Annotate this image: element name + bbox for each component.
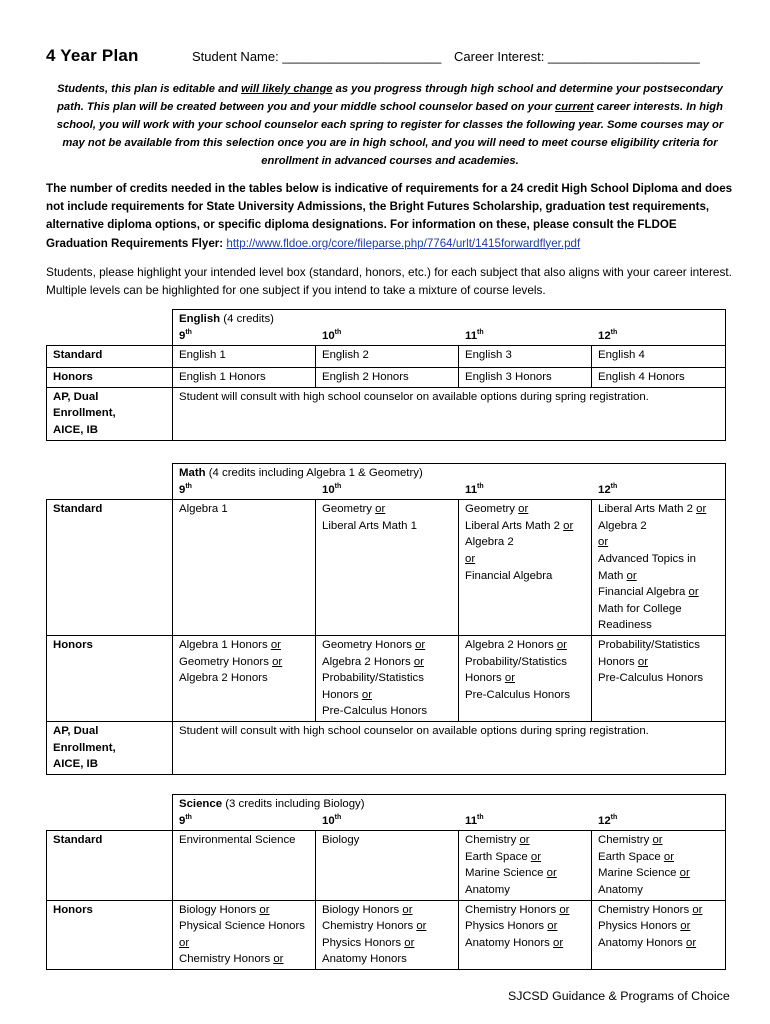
course: Advanced Topics in Math bbox=[598, 552, 696, 582]
english-subject-header bbox=[173, 310, 726, 346]
or-conj: or bbox=[688, 586, 699, 599]
blank-cell bbox=[47, 464, 173, 500]
math-credits: (4 credits including Algebra 1 & Geometry) bbox=[205, 467, 423, 479]
or-conj: or bbox=[680, 920, 691, 933]
grade-10-label: 10 bbox=[322, 329, 335, 342]
course: Marine Science bbox=[465, 867, 547, 880]
course: Chemistry bbox=[465, 834, 520, 847]
math-standard-10[interactable] bbox=[316, 500, 459, 636]
course: Algebra 2 Honors bbox=[179, 672, 268, 685]
grade-12-label: 12 bbox=[598, 329, 611, 342]
science-subject-header bbox=[173, 795, 726, 831]
level-standard: Standard bbox=[47, 831, 173, 900]
or-conj: or bbox=[402, 903, 413, 916]
course: Geometry Honors bbox=[322, 638, 416, 651]
or-conj: or bbox=[626, 569, 637, 582]
science-honors-9[interactable] bbox=[173, 900, 316, 969]
or-conj: or bbox=[413, 655, 424, 668]
grade-sup: th bbox=[185, 813, 192, 821]
course: Pre-Calculus Honors bbox=[465, 688, 571, 701]
grade-sup: th bbox=[334, 482, 342, 490]
level-ap-line: AICE, IB bbox=[53, 758, 98, 771]
english-subject-label: English bbox=[179, 313, 221, 325]
math-honors-10[interactable] bbox=[316, 635, 459, 721]
english-standard-11[interactable]: English 3 bbox=[459, 346, 592, 368]
or-conj: or bbox=[530, 850, 541, 863]
grade-11-label: 11 bbox=[465, 814, 478, 827]
science-honors-11[interactable] bbox=[459, 900, 592, 969]
grade-10-label: 10 bbox=[322, 483, 335, 496]
science-credits: (3 credits including Biology) bbox=[222, 798, 365, 810]
student-name-field[interactable]: Student Name: ______________________ bbox=[192, 49, 442, 64]
math-subject-header bbox=[173, 464, 726, 500]
math-standard-12[interactable] bbox=[592, 500, 726, 636]
grade-sup: th bbox=[610, 328, 618, 336]
math-honors-11[interactable] bbox=[459, 635, 592, 721]
english-honors-12[interactable]: English 4 Honors bbox=[592, 368, 726, 388]
science-table bbox=[46, 794, 726, 970]
course: Algebra 1 bbox=[179, 503, 228, 516]
course: Anatomy Honors bbox=[322, 953, 407, 966]
level-ap-label bbox=[53, 389, 166, 439]
course: Biology bbox=[322, 834, 360, 847]
grade-sup: th bbox=[334, 328, 342, 336]
fldoe-flyer-link[interactable]: http://www.fldoe.org/core/fileparse.php/7764/urlt/1415forwardflyer.pdf bbox=[226, 236, 581, 250]
course: Chemistry bbox=[598, 834, 653, 847]
course: Environmental Science bbox=[179, 834, 296, 847]
or-conj: or bbox=[559, 903, 570, 916]
or-conj: or bbox=[375, 503, 386, 516]
grade-12-label: 12 bbox=[598, 483, 611, 496]
course: Earth Space bbox=[465, 850, 531, 863]
english-table bbox=[46, 309, 726, 441]
course: Physics Honors bbox=[465, 920, 548, 933]
course: Physical Science Honors bbox=[179, 920, 305, 933]
grade-11-label: 11 bbox=[465, 329, 478, 342]
or-conj: or bbox=[273, 953, 284, 966]
course: Anatomy Honors bbox=[598, 936, 686, 949]
course: Chemistry Honors bbox=[179, 953, 274, 966]
grade-sup: th bbox=[477, 328, 484, 336]
level-standard: Standard bbox=[47, 500, 173, 636]
math-table bbox=[46, 463, 726, 775]
level-ap-label bbox=[53, 723, 166, 773]
course: Geometry bbox=[322, 503, 376, 516]
grade-9-label: 9 bbox=[179, 814, 186, 827]
intro-text-3: career interests. In high school, you will work with your school counselor each spring to register for classes the following year. Some courses may or may not be available from this selection once you are in high school, and you will need to meet course eligibility criteria for enrollment in advanced courses and academies. bbox=[56, 101, 724, 167]
course: Chemistry Honors bbox=[465, 903, 560, 916]
or-conj: or bbox=[547, 920, 558, 933]
course: Anatomy Honors bbox=[465, 936, 553, 949]
level-ap-line: AICE, IB bbox=[53, 423, 98, 436]
or-conj: or bbox=[270, 638, 281, 651]
or-conj: or bbox=[679, 867, 690, 880]
blank-cell bbox=[47, 310, 173, 346]
level-ap-line: AP, Dual bbox=[53, 724, 99, 737]
science-honors-10[interactable] bbox=[316, 900, 459, 969]
course: Chemistry Honors bbox=[598, 903, 693, 916]
footer: SJCSD Guidance & Programs of Choice bbox=[508, 989, 730, 1003]
course: Algebra 2 Honors bbox=[322, 655, 414, 668]
level-honors: Honors bbox=[47, 368, 173, 388]
credits-note bbox=[46, 180, 736, 253]
or-conj: or bbox=[652, 834, 663, 847]
or-conj: or bbox=[553, 936, 564, 949]
course: Geometry Honors bbox=[179, 655, 273, 668]
course: Marine Science bbox=[598, 867, 680, 880]
course: Probability/Statistics Honors bbox=[322, 672, 424, 701]
english-credits: (4 credits) bbox=[220, 313, 274, 325]
or-conj: or bbox=[546, 867, 557, 880]
grade-sup: th bbox=[610, 813, 618, 821]
course: Liberal Arts Math 2 bbox=[598, 503, 697, 516]
math-standard-9[interactable] bbox=[173, 500, 316, 636]
or-conj: or bbox=[598, 536, 609, 549]
grade-sup: th bbox=[334, 813, 342, 821]
or-conj: or bbox=[259, 903, 270, 916]
english-standard-10[interactable]: English 2 bbox=[316, 346, 459, 368]
intro-text-1: Students, this plan is editable and bbox=[57, 83, 242, 95]
intro-underline-1: will likely change bbox=[241, 83, 333, 95]
course: Physics Honors bbox=[322, 936, 405, 949]
english-honors-9[interactable]: English 1 Honors bbox=[173, 368, 316, 388]
math-standard-11[interactable] bbox=[459, 500, 592, 636]
or-conj: or bbox=[556, 638, 567, 651]
course: Liberal Arts Math 1 bbox=[322, 519, 417, 532]
course: Algebra 2 bbox=[465, 536, 514, 549]
grade-10-label: 10 bbox=[322, 814, 335, 827]
highlight-note: Students, please highlight your intended level box (standard, honors, etc.) for each subject that also aligns with your career interest. Multiple levels can be highlighted for one subject if you intend to take a mixture of course levels. bbox=[46, 265, 732, 297]
or-conj: or bbox=[415, 638, 426, 651]
or-conj: or bbox=[692, 903, 703, 916]
course: Pre-Calculus Honors bbox=[322, 705, 428, 718]
course: Math for College Readiness bbox=[598, 602, 682, 632]
science-standard-10[interactable] bbox=[316, 831, 459, 900]
or-conj: or bbox=[465, 552, 476, 565]
level-ap-line: Enrollment, bbox=[53, 741, 116, 754]
course: Earth Space bbox=[598, 850, 664, 863]
intro-underline-2: current bbox=[555, 101, 594, 113]
course: Financial Algebra bbox=[598, 586, 689, 599]
level-ap-line: AP, Dual bbox=[53, 390, 99, 403]
or-conj: or bbox=[518, 503, 529, 516]
or-conj: or bbox=[696, 503, 707, 516]
grade-11-label: 11 bbox=[465, 483, 478, 496]
or-conj: or bbox=[563, 519, 574, 532]
grade-9-label: 9 bbox=[179, 483, 186, 496]
or-conj: or bbox=[504, 672, 516, 685]
intro-paragraph bbox=[46, 80, 734, 170]
or-conj: or bbox=[686, 936, 697, 949]
or-conj: or bbox=[416, 920, 427, 933]
grade-sup: th bbox=[477, 813, 484, 821]
page-title: 4 Year Plan bbox=[46, 46, 139, 65]
course: Algebra 1 Honors bbox=[179, 638, 271, 651]
english-standard-9[interactable]: English 1 bbox=[173, 346, 316, 368]
or-conj: or bbox=[519, 834, 530, 847]
or-conj: or bbox=[637, 655, 649, 668]
credits-note-text: The number of credits needed in the tables below is indicative of requirements for a 24 credit High School Diploma and does not include requirements for State University Admissions, the Bright Futures Scholarship, graduation test requirements, alternative diploma options, or specific diploma designations. For information on these, please consult the FLDOE Graduation Requirements Flyer: bbox=[46, 182, 733, 250]
grade-sup: th bbox=[185, 328, 192, 336]
math-honors-12[interactable] bbox=[592, 635, 726, 721]
course: Biology Honors bbox=[179, 903, 260, 916]
or-conj: or bbox=[404, 936, 415, 949]
blank-cell bbox=[47, 795, 173, 831]
level-ap-line: Enrollment, bbox=[53, 407, 116, 420]
or-conj: or bbox=[663, 850, 674, 863]
course: Anatomy bbox=[598, 883, 643, 896]
grade-sup: th bbox=[477, 482, 484, 490]
math-honors-9[interactable] bbox=[173, 635, 316, 721]
science-standard-11[interactable] bbox=[459, 831, 592, 900]
or-conj: or bbox=[272, 655, 283, 668]
level-ap bbox=[47, 387, 173, 440]
level-ap bbox=[47, 721, 173, 774]
science-standard-12[interactable] bbox=[592, 831, 726, 900]
course: Biology Honors bbox=[322, 903, 403, 916]
career-interest-field[interactable]: Career Interest: _____________________ bbox=[454, 49, 700, 64]
course: Probability/Statistics Honors bbox=[465, 655, 567, 685]
english-honors-10[interactable]: English 2 Honors bbox=[316, 368, 459, 388]
course: Probability/Statistics Honors bbox=[598, 638, 700, 668]
science-standard-9[interactable] bbox=[173, 831, 316, 900]
level-standard: Standard bbox=[47, 346, 173, 368]
intro-text-2: as you progress through high school and determine your postsecondary path. This plan will be created between you and your middle school counselor based on your bbox=[57, 83, 723, 113]
level-honors: Honors bbox=[47, 900, 173, 969]
english-honors-11[interactable]: English 3 Honors bbox=[459, 368, 592, 388]
course: Liberal Arts Math 2 bbox=[465, 519, 564, 532]
english-standard-12[interactable]: English 4 bbox=[592, 346, 726, 368]
or-conj: or bbox=[179, 936, 190, 949]
science-subject-label: Science bbox=[179, 798, 223, 810]
english-ap-cell[interactable]: Student will consult with high school counselor on available options during spring registration. bbox=[173, 387, 726, 440]
math-subject-label: Math bbox=[179, 467, 206, 479]
course: Anatomy bbox=[465, 883, 510, 896]
grade-sup: th bbox=[610, 482, 618, 490]
course: Algebra 2 bbox=[598, 519, 647, 532]
grade-9-label: 9 bbox=[179, 329, 186, 342]
science-honors-12[interactable] bbox=[592, 900, 726, 969]
level-honors: Honors bbox=[47, 635, 173, 721]
course: Financial Algebra bbox=[465, 569, 553, 582]
math-ap-cell[interactable]: Student will consult with high school counselor on available options during spring registration. bbox=[173, 721, 726, 774]
grade-12-label: 12 bbox=[598, 814, 611, 827]
course: Chemistry Honors bbox=[322, 920, 417, 933]
course: Pre-Calculus Honors bbox=[598, 672, 704, 685]
header bbox=[46, 46, 736, 74]
course: Algebra 2 Honors bbox=[465, 638, 557, 651]
grade-sup: th bbox=[185, 482, 192, 490]
or-conj: or bbox=[361, 688, 373, 701]
course: Geometry bbox=[465, 503, 519, 516]
course: Physics Honors bbox=[598, 920, 681, 933]
